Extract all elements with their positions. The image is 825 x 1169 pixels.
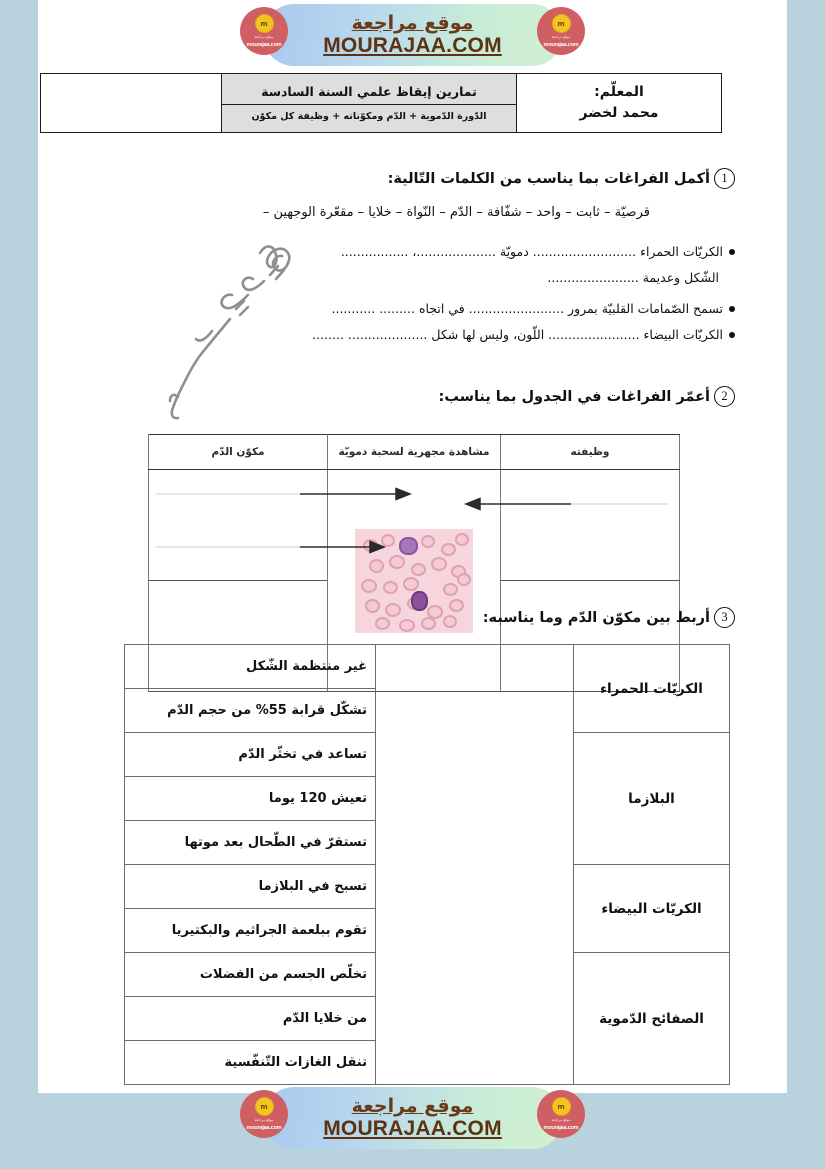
footer-branding-bar [0, 1083, 825, 1153]
exercise3-matching-table [124, 644, 730, 1085]
blood-smear-image [355, 529, 473, 633]
brand-domain-text: MOURAJAA.COM [323, 1116, 502, 1140]
blank-lead: تسمح الصّمامات القلبيّة بمرور [568, 301, 723, 317]
column-header-function: وظيفته [501, 435, 680, 470]
logo-domain-text: mourajaa.com [543, 1124, 579, 1131]
list-item [100, 297, 735, 320]
header-branding-bar [0, 0, 825, 70]
bullet-icon [729, 332, 735, 338]
exercise3-number: 3 [714, 607, 735, 628]
exercise1-prompt-text: أكمل الفراغات بما يناسب من الكلمات التّالية: [387, 170, 710, 187]
property-item[interactable]: تشكّل قرابة 55% من حجم الدّم [125, 689, 376, 733]
bullet-icon [729, 249, 735, 255]
logo-badge-icon: m [552, 1097, 571, 1116]
blank-dots[interactable]: ....................... [548, 327, 640, 343]
logo-badge-icon: m [255, 14, 274, 33]
header-blank-cell [41, 74, 222, 133]
component-label-red-cells[interactable]: الكريّات الحمراء [574, 645, 730, 733]
blank-line-1-continuation [100, 266, 719, 289]
matching-draw-area[interactable] [376, 645, 574, 1085]
table-row [149, 470, 680, 581]
site-logo-right [537, 1090, 585, 1138]
brand-pill [263, 4, 563, 66]
blood-smear-wrapper [328, 526, 500, 636]
exercise2-number: 2 [714, 386, 735, 407]
blank-dots[interactable]: ........... [331, 301, 376, 317]
column-header-observation: مشاهدة مجهرية لسحبة دمويّة [328, 435, 501, 470]
blank-dots[interactable]: ....................، [412, 244, 496, 259]
property-item[interactable]: غير منتظمة الشّكل [125, 645, 376, 689]
exercise1-number: 1 [714, 168, 735, 189]
logo-badge-icon: m [552, 14, 571, 33]
brand-arabic-text: موقع مراجعة [351, 12, 474, 35]
blank-dots[interactable]: ................. [340, 244, 409, 259]
exercise3-prompt-text: أربط بين مكوّن الدّم وما يناسبه: [482, 609, 710, 626]
list-item [100, 323, 735, 346]
component-label-platelets[interactable]: الصفائح الدّموية [574, 953, 730, 1085]
site-logo-left [240, 1090, 288, 1138]
teacher-label: المعلّم: [594, 84, 644, 100]
logo-arabic-text: موقع مراجعة [551, 35, 571, 40]
subject-title: تمارين إيقاظ علمي السنة السادسة [222, 78, 516, 105]
blank-dots[interactable]: .................... [347, 327, 428, 343]
blank-dots[interactable]: ....................... [547, 270, 639, 286]
component-label-white-cells[interactable]: الكريّات البيضاء [574, 865, 730, 953]
blank-mid: اللّون، وليس لها شكل [431, 327, 545, 343]
subject-cell [222, 74, 517, 133]
blank-lead: الكريّات الحمراء [640, 244, 723, 259]
teacher-cell [517, 74, 722, 133]
blank-dots[interactable]: ........ [312, 327, 344, 343]
component-label-plasma[interactable]: البلازما [574, 733, 730, 865]
blank-lead: الكريّات البيضاء [643, 327, 723, 343]
bullet-icon [729, 306, 735, 312]
blank-mid: في اتجاه [418, 301, 465, 317]
logo-domain-text: mourajaa.com [543, 41, 579, 48]
list-item [100, 240, 735, 263]
blank-dots[interactable]: .......................... [532, 244, 637, 259]
property-item[interactable]: تستقرّ في الطّحال بعد موتها [125, 821, 376, 865]
logo-badge-icon: m [255, 1097, 274, 1116]
site-logo-left [240, 7, 288, 55]
logo-arabic-text: موقع مراجعة [254, 35, 274, 40]
property-item[interactable]: تعيش 120 يوما [125, 777, 376, 821]
blank-line-1 [100, 240, 723, 263]
logo-arabic-text: موقع مراجعة [551, 1118, 571, 1123]
brand-pill [263, 1087, 563, 1149]
function-answer-cell[interactable] [501, 470, 680, 581]
table-header-row [149, 435, 680, 470]
property-item[interactable]: تنقل الغازات التّنفّسية [125, 1041, 376, 1085]
exercise2-prompt [439, 386, 735, 407]
exercise1-blank-list [100, 240, 735, 350]
property-item[interactable]: تساعد في تخثّر الدّم [125, 733, 376, 777]
logo-domain-text: mourajaa.com [246, 41, 282, 48]
worksheet-header-table [40, 73, 722, 133]
brand-domain-text: MOURAJAA.COM [323, 33, 502, 57]
exercise1-word-bank: قرصيّة – ثابت – واحد – شفّافة – الدّم – النّواة – خلايا – مقعّرة الوجهين – [262, 205, 650, 220]
column-header-component: مكوّن الدّم [149, 435, 328, 470]
property-item[interactable]: تقوم ببلعمة الجراثيم والبكتيريا [125, 909, 376, 953]
blank-dots[interactable]: ........................ [468, 301, 565, 317]
brand-arabic-text: موقع مراجعة [351, 1095, 474, 1118]
logo-arabic-text: موقع مراجعة [254, 1118, 274, 1123]
table-row [41, 74, 722, 133]
property-item[interactable]: تسبح في البلازما [125, 865, 376, 909]
exercise2-prompt-text: أعمّر الفراغات في الجدول بما يناسب: [438, 388, 710, 405]
exercise1-prompt [388, 168, 735, 189]
component-answer-cell[interactable] [149, 470, 328, 581]
teacher-name: محمد لخضر [579, 105, 659, 121]
blank-line-2 [100, 297, 723, 320]
logo-domain-text: mourajaa.com [246, 1124, 282, 1131]
blank-mid: دمويّة [499, 244, 529, 259]
site-logo-right [537, 7, 585, 55]
property-item[interactable]: من خلايا الدّم [125, 997, 376, 1041]
blank-cont-text: الشّكل وعديمة [642, 270, 719, 286]
blank-dots[interactable]: ......... [379, 301, 415, 317]
exercise3-prompt [483, 607, 735, 628]
table-row [125, 645, 730, 689]
subject-subtitle: الدّورة الدّموية + الدّم ومكوّناته + وظيفة كل مكوّن [251, 111, 487, 122]
property-item[interactable]: تخلّص الجسم من الفضلات [125, 953, 376, 997]
blank-line-3 [100, 323, 723, 346]
